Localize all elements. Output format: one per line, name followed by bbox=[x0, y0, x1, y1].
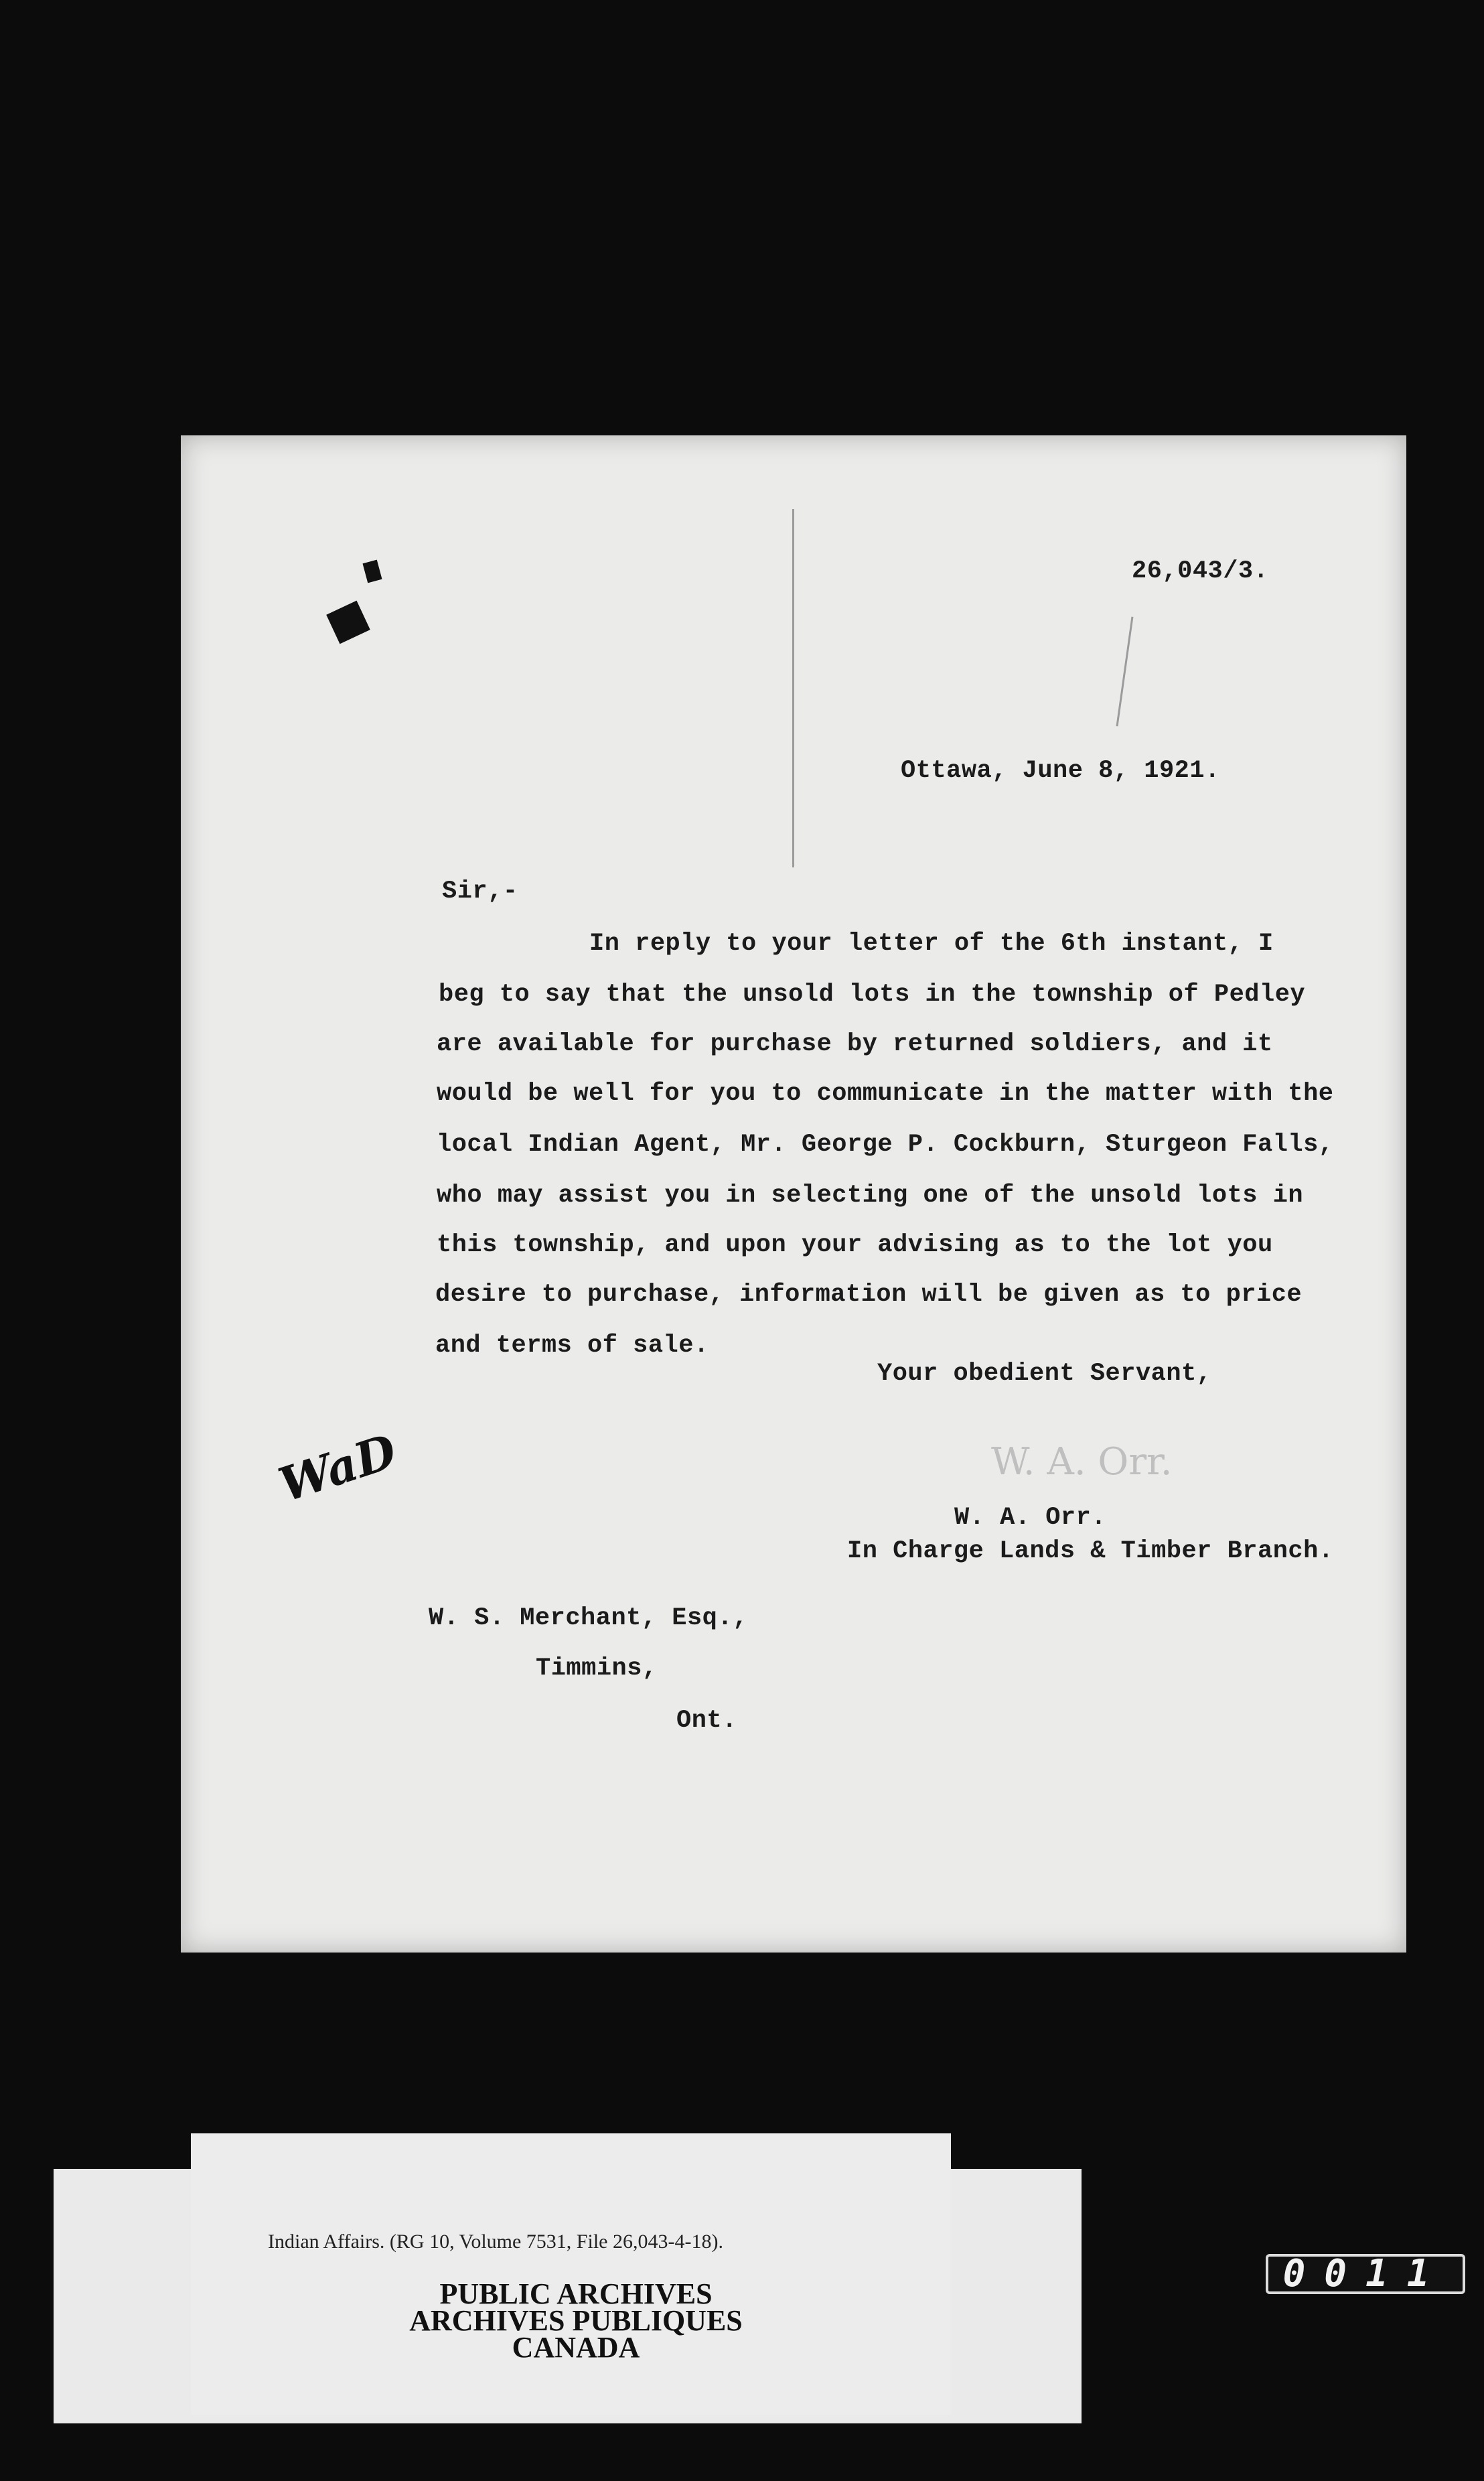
salutation: Sir,- bbox=[442, 877, 518, 906]
frame-counter bbox=[1266, 2254, 1465, 2294]
signature-stamp: W. A. Orr. bbox=[991, 1440, 1173, 1484]
signer-title: In Charge Lands & Timber Branch. bbox=[847, 1537, 1334, 1565]
pencil-mark bbox=[792, 509, 794, 867]
archive-name-en: PUBLIC ARCHIVES bbox=[439, 2277, 713, 2310]
body-line: who may assist you in selecting one of the unsold lots in bbox=[437, 1182, 1304, 1210]
body-line: this township, and upon your advising as to the lot you bbox=[437, 1231, 1273, 1259]
archive-country: CANADA bbox=[512, 2331, 640, 2364]
file-reference: 26,043/3. bbox=[1132, 557, 1269, 585]
frame-number: 0011 bbox=[1282, 2252, 1449, 2295]
closing: Your obedient Servant, bbox=[877, 1360, 1212, 1388]
archive-reference: Indian Affairs. (RG 10, Volume 7531, File 26,043-4-18). bbox=[268, 2230, 723, 2253]
signer-name: W. A. Orr. bbox=[954, 1504, 1107, 1532]
recipient-province: Ont. bbox=[676, 1707, 737, 1735]
handwritten-initials: WaD bbox=[272, 1423, 404, 1513]
body-line: are available for purchase by returned soldiers, and it bbox=[437, 1030, 1273, 1058]
body-line: and terms of sale. bbox=[435, 1332, 709, 1360]
body-line: beg to say that the unsold lots in the township of Pedley bbox=[439, 981, 1306, 1009]
archive-name-fr: ARCHIVES PUBLIQUES bbox=[409, 2304, 743, 2337]
place-date: Ottawa, June 8, 1921. bbox=[901, 757, 1220, 785]
archive-label-tab bbox=[191, 2133, 951, 2415]
body-line: desire to purchase, information will be given as to price bbox=[435, 1281, 1303, 1309]
body-line: In reply to your letter of the 6th instant, I bbox=[589, 930, 1274, 958]
body-line: local Indian Agent, Mr. George P. Cockburn, Sturgeon Falls, bbox=[437, 1131, 1334, 1159]
recipient-name: W. S. Merchant, Esq., bbox=[429, 1604, 748, 1632]
body-line: would be well for you to communicate in the matter with the bbox=[437, 1080, 1334, 1108]
recipient-city: Timmins, bbox=[536, 1654, 658, 1683]
